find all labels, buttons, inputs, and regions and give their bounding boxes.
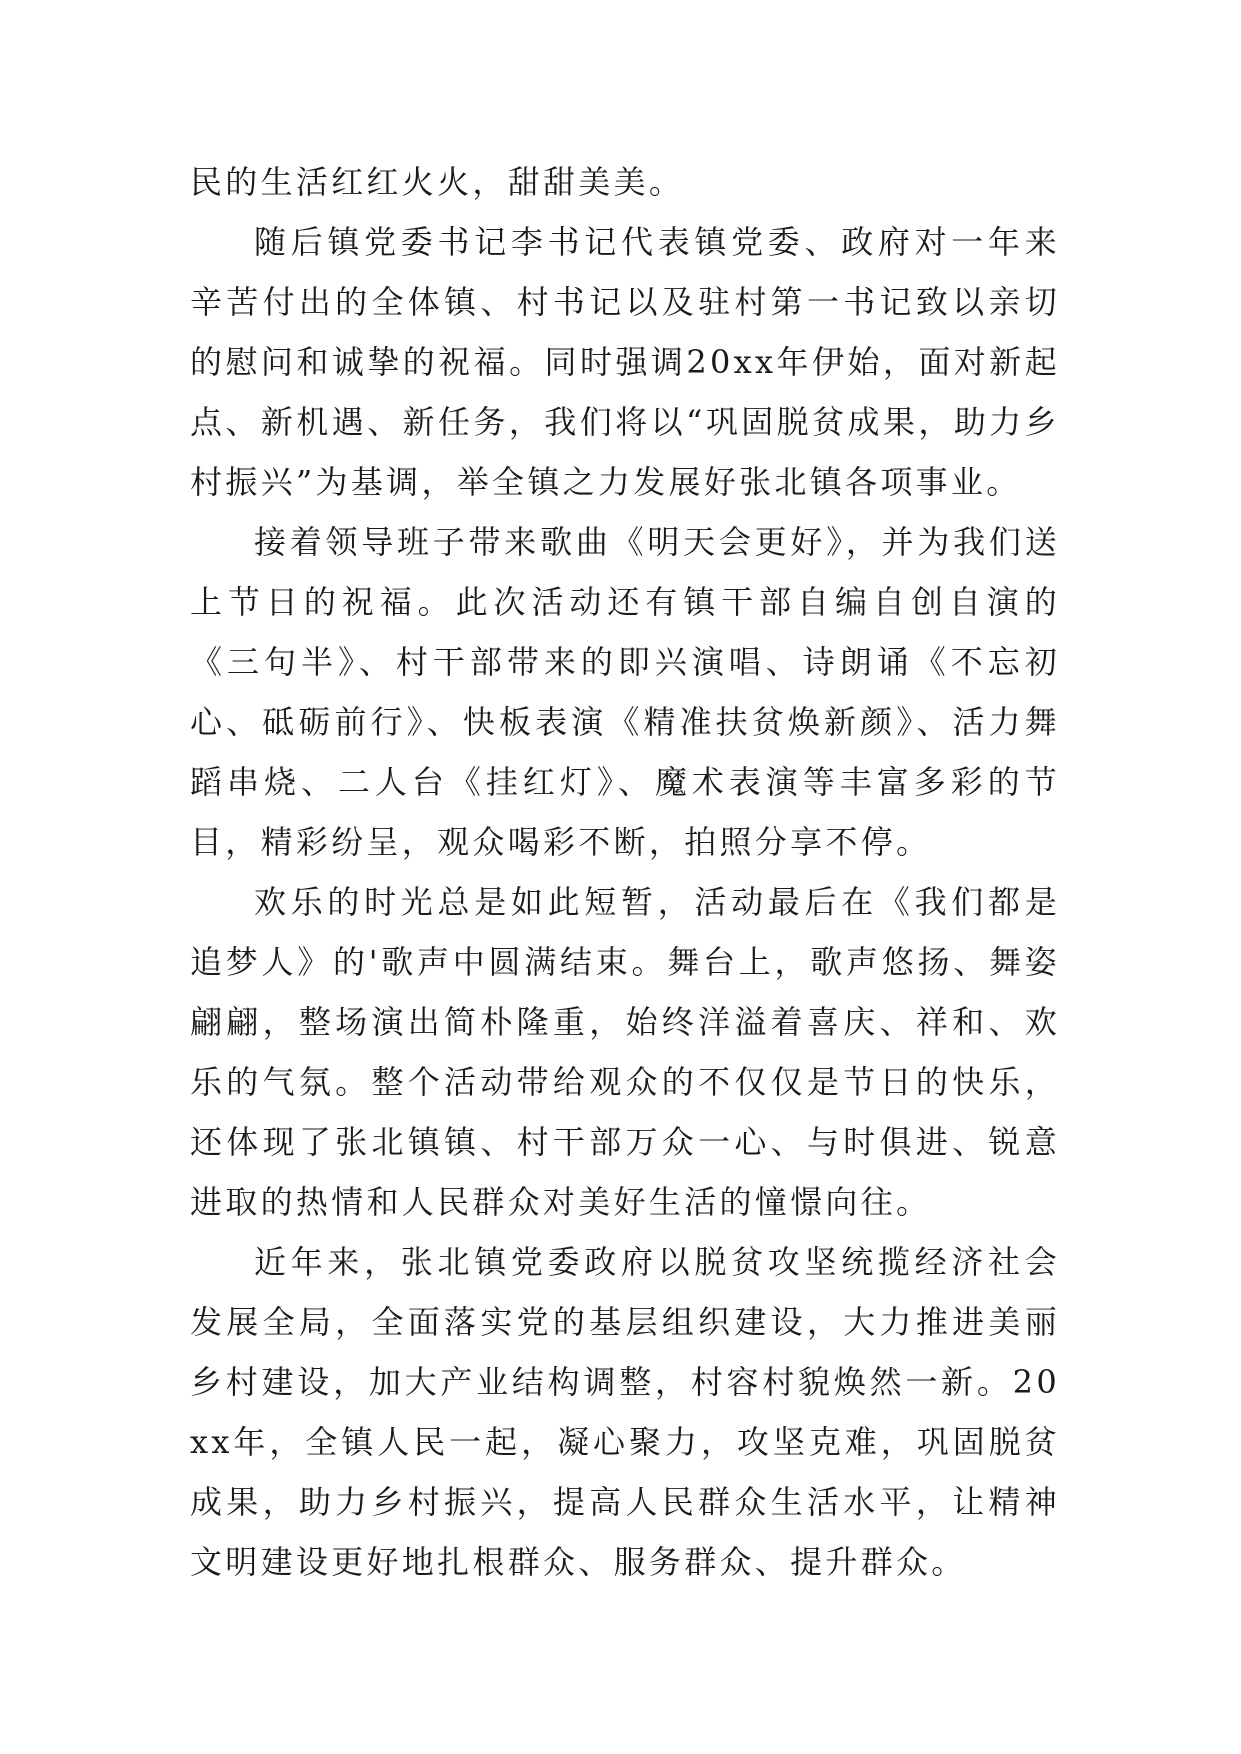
paragraph-2: 随后镇党委书记李书记代表镇党委、政府对一年来辛苦付出的全体镇、村书记以及驻村第一书记致以亲切的慰问和诚挚的祝福。同时强调20xx年伊始，面对新起点、新机遇、新任务，我们将以“巩固脱贫成果，助力乡村振兴”为基调，举全镇之力发展好张北镇各项事业。 [190, 223, 1060, 501]
document-body [190, 152, 1060, 1592]
paragraph-5: 近年来，张北镇党委政府以脱贫攻坚统揽经济社会发展全局，全面落实党的基层组织建设，大力推进美丽乡村建设，加大产业结构调整，村容村貌焕然一新。20xx年，全镇人民一起，凝心聚力，攻坚克难，巩固脱贫成果，助力乡村振兴，提高人民群众生活水平，让精神文明建设更好地扎根群众、服务群众、提升群众。 [190, 1243, 1060, 1581]
paragraph-3: 接着领导班子带来歌曲《明天会更好》，并为我们送上节日的祝福。此次活动还有镇干部自编自创自演的《三句半》、村干部带来的即兴演唱、诗朗诵《不忘初心、砥砺前行》、快板表演《精准扶贫焕新颜》、活力舞蹈串烧、二人台《挂红灯》、魔术表演等丰富多彩的节目，精彩纷呈，观众喝彩不断，拍照分享不停。 [190, 523, 1060, 861]
paragraph-1: 民的生活红红火火，甜甜美美。 [190, 163, 685, 201]
paragraph-4: 欢乐的时光总是如此短暂，活动最后在《我们都是追梦人》的'歌声中圆满结束。舞台上，歌声悠扬、舞姿翩翩，整场演出简朴隆重，始终洋溢着喜庆、祥和、欢乐的气氛。整个活动带给观众的不仅仅是节日的快乐，还体现了张北镇镇、村干部万众一心、与时俱进、锐意进取的热情和人民群众对美好生活的憧憬向往。 [190, 883, 1060, 1221]
